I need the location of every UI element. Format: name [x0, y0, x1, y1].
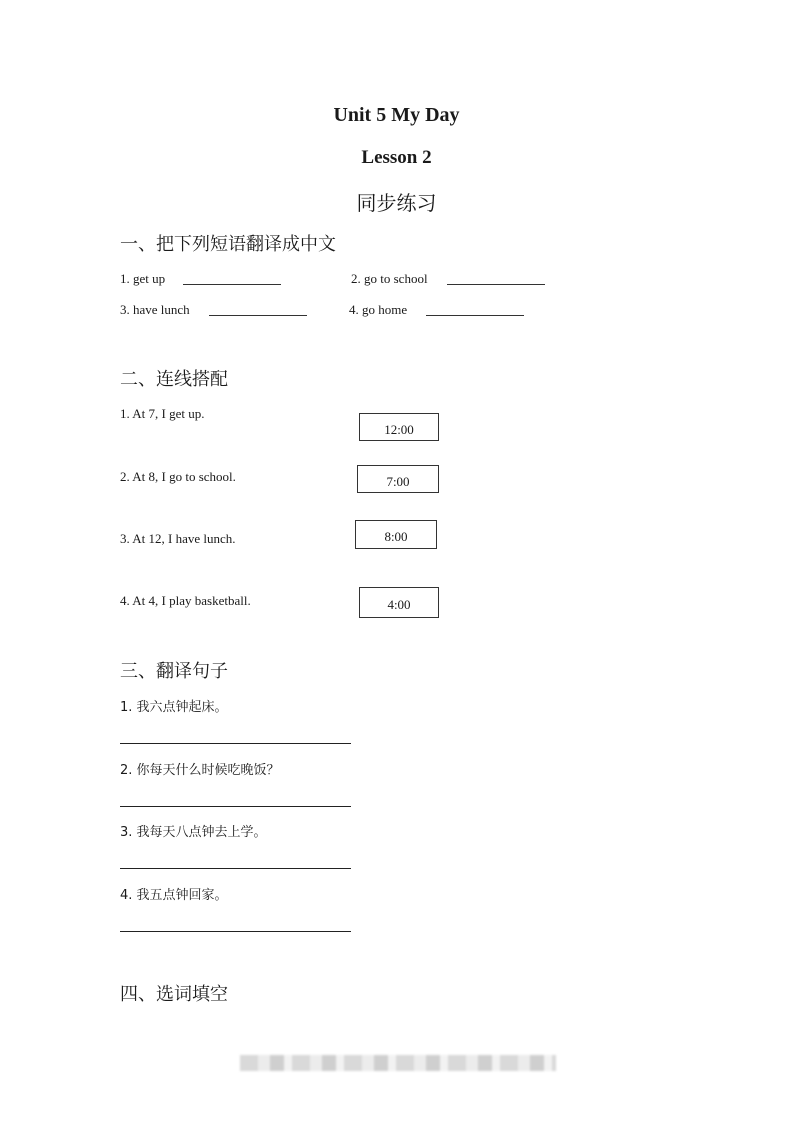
time-box[interactable]: 12:00 — [359, 413, 439, 441]
answer-blank[interactable] — [426, 315, 524, 316]
answer-blank[interactable] — [447, 284, 545, 285]
section-1-heading: 一、把下列短语翻译成中文 — [120, 234, 336, 255]
lesson-title: Lesson 2 — [361, 147, 432, 168]
answer-line[interactable] — [120, 806, 351, 807]
answer-line[interactable] — [120, 931, 351, 932]
phrase-item: 3. have lunch — [120, 302, 190, 317]
section-3-heading: 三、翻译句子 — [120, 661, 228, 682]
section-4-heading: 四、选词填空 — [120, 984, 228, 1005]
match-sentence: 2. At 8, I go to school. — [120, 469, 236, 484]
worksheet-subtitle: 同步练习 — [356, 191, 437, 215]
answer-line[interactable] — [120, 868, 351, 869]
match-sentence: 3. At 12, I have lunch. — [120, 531, 236, 546]
phrase-item: 1. get up — [120, 271, 166, 286]
match-sentence: 4. At 4, I play basketball. — [120, 593, 251, 608]
answer-line[interactable] — [120, 743, 351, 744]
translate-item: 1. 我六点钟起床。 — [120, 700, 228, 715]
match-sentence: 1. At 7, I get up. — [120, 406, 205, 421]
time-box[interactable]: 8:00 — [355, 520, 437, 549]
worksheet-title: Unit 5 My Day — [333, 104, 460, 126]
answer-blank[interactable] — [209, 315, 307, 316]
time-box[interactable]: 4:00 — [359, 587, 439, 618]
translate-item: 3. 我每天八点钟去上学。 — [120, 825, 267, 840]
blurred-footer-watermark — [240, 1055, 556, 1071]
translate-item: 4. 我五点钟回家。 — [120, 888, 228, 903]
section-2-heading: 二、连线搭配 — [120, 369, 228, 390]
time-box[interactable]: 7:00 — [357, 465, 439, 493]
answer-blank[interactable] — [183, 284, 281, 285]
phrase-item: 2. go to school — [351, 271, 428, 286]
translate-item: 2. 你每天什么时候吃晚饭？ — [120, 763, 280, 778]
phrase-item: 4. go home — [349, 302, 408, 317]
